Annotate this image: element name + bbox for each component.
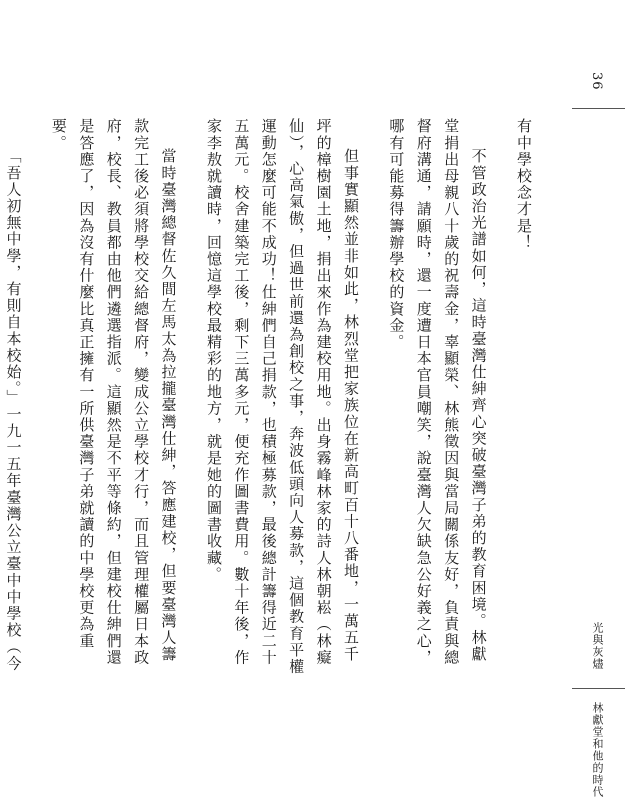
paragraph-gap — [364, 118, 382, 678]
paragraph-gap — [492, 118, 510, 678]
header-rule — [572, 108, 625, 109]
running-header-book-title: 光與灰燼 — [591, 622, 604, 670]
paragraph-1: 有中學校念才是！ — [515, 118, 533, 251]
paragraph-4: 當時臺灣總督佐久間左馬太為拉攏臺灣仕紳，答應建校，但要臺灣人籌款完工後必須將學校交給總督府，變成公立學校才行，而且管理權屬日本政府，校長、教員都由他們遴選指派。這顯然是不平等條約，但建校仕紳們還是答應了，因為沒有什麼比真正擁有一所供臺灣子弟就讀的中學校更為重要。 — [49, 118, 178, 666]
body-text — [0, 118, 537, 678]
running-header-chapter-title: 林獻堂和他的時代 — [591, 702, 604, 798]
footer-rule — [572, 688, 625, 689]
paragraph-gap — [182, 118, 200, 678]
paragraph-5: 「吾人初無中學，有則自本校始。」一九一五年臺灣公立臺中中學校（今 — [4, 148, 23, 672]
paragraph-2: 不管政治光譜如何，這時臺灣仕紳齊心突破臺灣子弟的教育困境。林獻堂捐出母親八十歲的祝壽金，辜顯榮、林熊徵因與當局關係友好，負責與總督府溝通，請願時，還一度遭日本官員嘲笑，說臺灣人欠缺急公好義之心，哪有可能募得籌辦學校的資金。 — [387, 118, 488, 666]
paragraph-gap — [27, 118, 45, 678]
page-number: 36 — [589, 72, 604, 91]
paragraph-3: 但事實顯然並非如此，林烈堂把家族位在新高町百十八番地，一萬五千坪的樟樹園土地，捐出來作為建校用地。出身霧峰林家的詩人林朝崧（林癡仙），心高氣傲，但過世前還為創校之事，奔波低頭向人募款，這個教育平權運動怎麼可能不成功！仕紳們自己捐款，也積極募款，最後總計籌得近二十五萬元。校舍建築完工後，剩下三萬多元，便充作圖書費用。數十年後，作家李敖就讀時，回憶這學校最精彩的地方，就是她的圖書收藏。 — [204, 118, 360, 675]
